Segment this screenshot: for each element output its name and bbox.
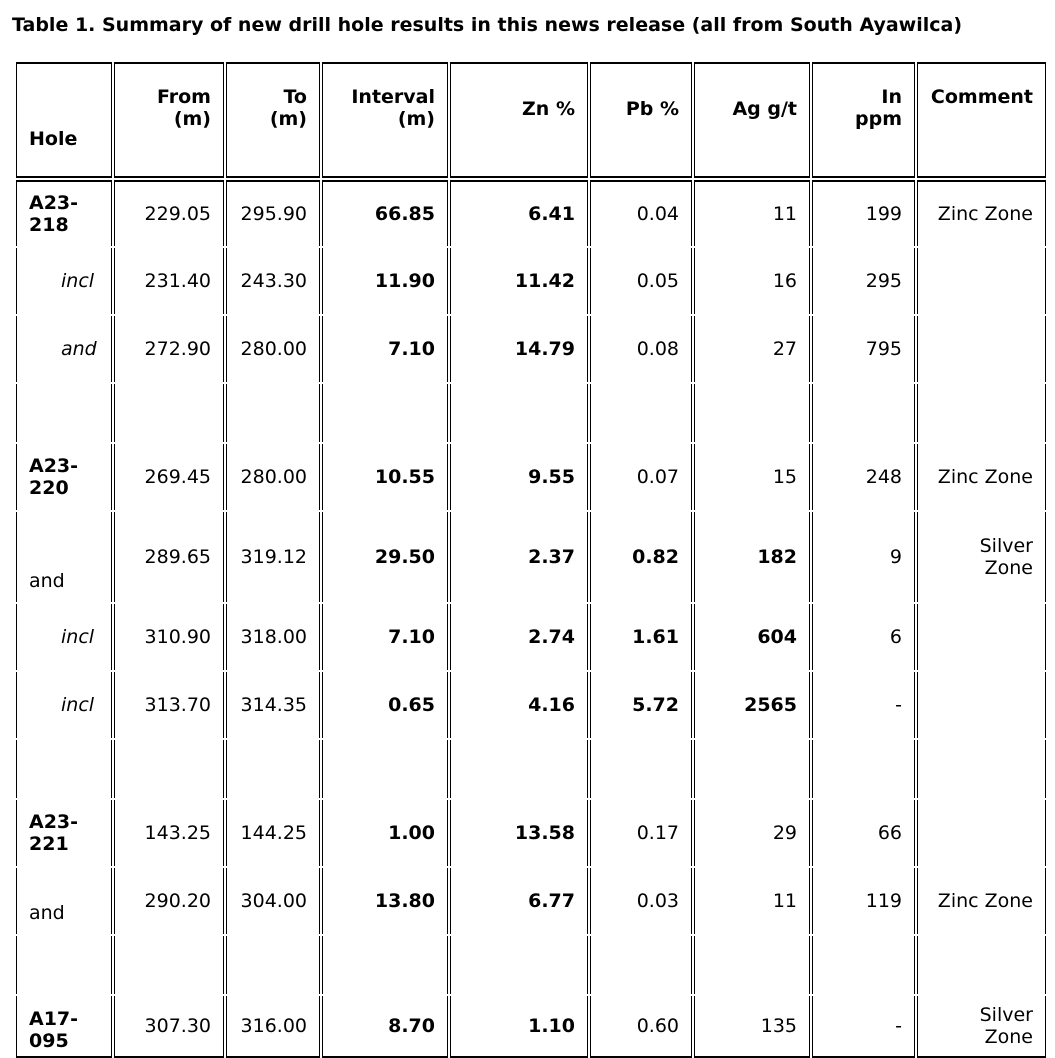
value-from: 310.90 xyxy=(144,626,211,648)
value-interval: 0.65 xyxy=(388,694,435,716)
value-pb: 0.82 xyxy=(632,546,679,568)
cell-in xyxy=(812,604,915,670)
value-to: 318.00 xyxy=(240,626,307,648)
comment-line: Silver xyxy=(979,535,1033,557)
value-to: 319.12 xyxy=(240,546,307,568)
cell-to xyxy=(226,444,320,510)
spacer-cell xyxy=(917,740,1046,798)
header-pb-label: Pb % xyxy=(625,98,679,120)
value-ag: 135 xyxy=(760,1015,797,1037)
comment-line: Silver xyxy=(979,1004,1033,1026)
cell-interval xyxy=(322,248,448,314)
header-ag xyxy=(694,62,810,178)
hole-label-line: incl xyxy=(61,694,95,716)
spacer-cell xyxy=(114,384,224,442)
value-zn: 6.77 xyxy=(528,890,575,912)
header-comment-label: Comment xyxy=(930,86,1033,108)
header-interval-line2: (m) xyxy=(397,108,435,130)
cell-ag xyxy=(694,868,810,934)
value-from: 313.70 xyxy=(144,694,211,716)
spacer-cell xyxy=(322,740,448,798)
value-pb: 0.03 xyxy=(636,890,679,912)
cell-ag xyxy=(694,444,810,510)
value-ag: 16 xyxy=(772,270,797,292)
cell-zn xyxy=(450,996,588,1058)
value-in: - xyxy=(895,694,902,716)
value-zn: 14.79 xyxy=(514,338,575,360)
value-from: 269.45 xyxy=(144,466,211,488)
cell-hole xyxy=(16,180,112,246)
hole-label-line: incl xyxy=(61,270,95,292)
cell-to xyxy=(226,316,320,382)
value-interval: 8.70 xyxy=(388,1015,435,1037)
cell-comment xyxy=(917,800,1046,866)
header-in xyxy=(812,62,915,178)
value-ag: 29 xyxy=(772,822,797,844)
spacer-cell xyxy=(694,936,810,994)
spacer-cell xyxy=(590,740,692,798)
value-to: 243.30 xyxy=(240,270,307,292)
value-in: 119 xyxy=(865,890,902,912)
value-pb: 1.61 xyxy=(632,626,679,648)
spacer-cell xyxy=(450,936,588,994)
cell-to xyxy=(226,604,320,670)
cell-ag xyxy=(694,248,810,314)
header-interval-line1: Interval xyxy=(351,86,435,108)
cell-pb xyxy=(590,604,692,670)
header-in-line2: ppm xyxy=(855,108,902,130)
value-interval: 29.50 xyxy=(374,546,435,568)
value-in: 795 xyxy=(865,338,902,360)
cell-zn xyxy=(450,800,588,866)
cell-from xyxy=(114,868,224,934)
value-zn: 13.58 xyxy=(514,822,575,844)
value-pb: 0.05 xyxy=(636,270,679,292)
cell-from xyxy=(114,180,224,246)
spacer-cell xyxy=(917,384,1046,442)
cell-comment xyxy=(917,248,1046,314)
cell-zn xyxy=(450,868,588,934)
cell-in xyxy=(812,316,915,382)
cell-pb xyxy=(590,180,692,246)
comment-line: Zinc Zone xyxy=(937,466,1033,488)
value-pb: 0.07 xyxy=(636,466,679,488)
value-zn: 9.55 xyxy=(528,466,575,488)
value-pb: 0.04 xyxy=(636,203,679,225)
hole-label-line: 095 xyxy=(29,1030,69,1052)
cell-interval xyxy=(322,180,448,246)
cell-zn xyxy=(450,512,588,602)
cell-in xyxy=(812,868,915,934)
spacer-cell xyxy=(226,740,320,798)
cell-pb xyxy=(590,868,692,934)
value-to: 280.00 xyxy=(240,466,307,488)
spacer-cell xyxy=(322,936,448,994)
value-from: 307.30 xyxy=(144,1015,211,1037)
value-interval: 10.55 xyxy=(374,466,435,488)
cell-hole xyxy=(16,248,112,314)
value-zn: 6.41 xyxy=(528,203,575,225)
header-from-line1: From xyxy=(157,86,211,108)
cell-comment xyxy=(917,672,1046,738)
value-pb: 0.08 xyxy=(636,338,679,360)
spacer-cell xyxy=(16,936,112,994)
spacer-cell xyxy=(694,384,810,442)
cell-comment xyxy=(917,868,1046,934)
cell-ag xyxy=(694,512,810,602)
cell-ag xyxy=(694,316,810,382)
header-ag-label: Ag g/t xyxy=(732,98,797,120)
cell-hole xyxy=(16,444,112,510)
comment-line: Zone xyxy=(984,557,1033,579)
cell-from xyxy=(114,996,224,1058)
value-zn: 1.10 xyxy=(528,1015,575,1037)
value-zn: 11.42 xyxy=(514,270,575,292)
cell-hole xyxy=(16,868,112,934)
value-interval: 1.00 xyxy=(388,822,435,844)
value-to: 280.00 xyxy=(240,338,307,360)
cell-in xyxy=(812,996,915,1058)
cell-comment xyxy=(917,316,1046,382)
cell-from xyxy=(114,316,224,382)
cell-interval xyxy=(322,996,448,1058)
cell-zn xyxy=(450,604,588,670)
spacer-cell xyxy=(694,740,810,798)
value-in: 9 xyxy=(889,546,902,568)
cell-pb xyxy=(590,512,692,602)
spacer-cell xyxy=(114,740,224,798)
cell-ag xyxy=(694,604,810,670)
header-zn xyxy=(450,62,588,178)
value-to: 304.00 xyxy=(240,890,307,912)
cell-interval xyxy=(322,868,448,934)
comment-line: Zone xyxy=(984,1026,1033,1048)
value-pb: 5.72 xyxy=(632,694,679,716)
spacer-cell xyxy=(917,936,1046,994)
header-hole xyxy=(16,62,112,178)
cell-hole xyxy=(16,316,112,382)
value-interval: 7.10 xyxy=(388,338,435,360)
hole-label-line: and xyxy=(61,338,97,360)
cell-to xyxy=(226,512,320,602)
cell-comment xyxy=(917,180,1046,246)
spacer-cell xyxy=(812,384,915,442)
hole-label-line: A23- xyxy=(29,455,79,477)
header-hole-label: Hole xyxy=(29,128,78,150)
cell-to xyxy=(226,672,320,738)
spacer-cell xyxy=(16,384,112,442)
hole-label-line: incl xyxy=(61,626,95,648)
cell-hole xyxy=(16,604,112,670)
value-ag: 604 xyxy=(757,626,797,648)
cell-zn xyxy=(450,672,588,738)
hole-label-line: and xyxy=(29,902,65,924)
header-from xyxy=(114,62,224,178)
spacer-cell xyxy=(590,384,692,442)
value-from: 143.25 xyxy=(144,822,211,844)
cell-in xyxy=(812,800,915,866)
table-title: Table 1. Summary of new drill hole results in this news release (all from South Ayawilca) xyxy=(12,14,963,36)
cell-ag xyxy=(694,180,810,246)
spacer-cell xyxy=(812,936,915,994)
value-ag: 2565 xyxy=(744,694,797,716)
spacer-cell xyxy=(226,936,320,994)
value-interval: 11.90 xyxy=(374,270,435,292)
value-to: 314.35 xyxy=(240,694,307,716)
cell-comment xyxy=(917,444,1046,510)
cell-in xyxy=(812,672,915,738)
cell-pb xyxy=(590,248,692,314)
value-ag: 27 xyxy=(772,338,797,360)
value-in: 248 xyxy=(865,466,902,488)
cell-ag xyxy=(694,800,810,866)
value-in: - xyxy=(895,1015,902,1037)
value-to: 316.00 xyxy=(240,1015,307,1037)
cell-pb xyxy=(590,672,692,738)
value-to: 144.25 xyxy=(240,822,307,844)
cell-to xyxy=(226,248,320,314)
value-from: 231.40 xyxy=(144,270,211,292)
value-from: 272.90 xyxy=(144,338,211,360)
header-comment xyxy=(917,62,1046,178)
spacer-cell xyxy=(322,384,448,442)
value-interval: 7.10 xyxy=(388,626,435,648)
cell-from xyxy=(114,444,224,510)
cell-from xyxy=(114,672,224,738)
value-in: 199 xyxy=(865,203,902,225)
cell-zn xyxy=(450,444,588,510)
cell-in xyxy=(812,444,915,510)
cell-from xyxy=(114,248,224,314)
header-in-line1: In xyxy=(881,86,902,108)
spacer-cell xyxy=(450,740,588,798)
value-from: 229.05 xyxy=(144,203,211,225)
cell-hole xyxy=(16,800,112,866)
hole-label-line: A23- xyxy=(29,192,79,214)
hole-label-line: A23- xyxy=(29,811,79,833)
value-from: 289.65 xyxy=(144,546,211,568)
cell-ag xyxy=(694,996,810,1058)
header-interval xyxy=(322,62,448,178)
spacer-cell xyxy=(114,936,224,994)
header-to xyxy=(226,62,320,178)
cell-to xyxy=(226,996,320,1058)
spacer-cell xyxy=(590,936,692,994)
cell-pb xyxy=(590,996,692,1058)
value-in: 6 xyxy=(889,626,902,648)
cell-in xyxy=(812,180,915,246)
spacer-cell xyxy=(16,740,112,798)
cell-interval xyxy=(322,800,448,866)
cell-zn xyxy=(450,180,588,246)
cell-pb xyxy=(590,316,692,382)
cell-zn xyxy=(450,316,588,382)
value-zn: 4.16 xyxy=(528,694,575,716)
value-zn: 2.74 xyxy=(528,626,575,648)
value-ag: 11 xyxy=(772,890,797,912)
header-to-line1: To xyxy=(283,86,307,108)
value-zn: 2.37 xyxy=(528,546,575,568)
spacer-cell xyxy=(450,384,588,442)
header-to-line2: (m) xyxy=(269,108,307,130)
cell-interval xyxy=(322,672,448,738)
cell-in xyxy=(812,512,915,602)
cell-comment xyxy=(917,996,1046,1058)
cell-interval xyxy=(322,512,448,602)
spacer-cell xyxy=(226,384,320,442)
cell-interval xyxy=(322,604,448,670)
value-ag: 182 xyxy=(757,546,797,568)
cell-hole xyxy=(16,672,112,738)
value-in: 66 xyxy=(877,822,902,844)
comment-line: Zinc Zone xyxy=(937,203,1033,225)
cell-to xyxy=(226,800,320,866)
cell-in xyxy=(812,248,915,314)
value-in: 295 xyxy=(865,270,902,292)
cell-comment xyxy=(917,512,1046,602)
value-pb: 0.17 xyxy=(636,822,679,844)
hole-label-line: 220 xyxy=(29,477,69,499)
cell-from xyxy=(114,604,224,670)
value-ag: 15 xyxy=(772,466,797,488)
cell-interval xyxy=(322,444,448,510)
hole-label-line: 221 xyxy=(29,833,69,855)
hole-label-line: and xyxy=(29,570,65,592)
cell-from xyxy=(114,800,224,866)
hole-label-line: 218 xyxy=(29,214,69,236)
drill-results-table xyxy=(16,62,1033,1052)
cell-to xyxy=(226,180,320,246)
cell-zn xyxy=(450,248,588,314)
cell-pb xyxy=(590,444,692,510)
value-interval: 66.85 xyxy=(374,203,435,225)
spacer-cell xyxy=(812,740,915,798)
header-zn-label: Zn % xyxy=(522,98,575,120)
cell-from xyxy=(114,512,224,602)
cell-hole xyxy=(16,512,112,602)
value-from: 290.20 xyxy=(144,890,211,912)
cell-pb xyxy=(590,800,692,866)
value-interval: 13.80 xyxy=(374,890,435,912)
cell-interval xyxy=(322,316,448,382)
comment-line: Zinc Zone xyxy=(937,890,1033,912)
value-to: 295.90 xyxy=(240,203,307,225)
header-pb xyxy=(590,62,692,178)
cell-hole xyxy=(16,996,112,1058)
hole-label-line: A17- xyxy=(29,1008,79,1030)
value-pb: 0.60 xyxy=(636,1015,679,1037)
cell-comment xyxy=(917,604,1046,670)
cell-ag xyxy=(694,672,810,738)
cell-to xyxy=(226,868,320,934)
value-ag: 11 xyxy=(772,203,797,225)
header-from-line2: (m) xyxy=(173,108,211,130)
